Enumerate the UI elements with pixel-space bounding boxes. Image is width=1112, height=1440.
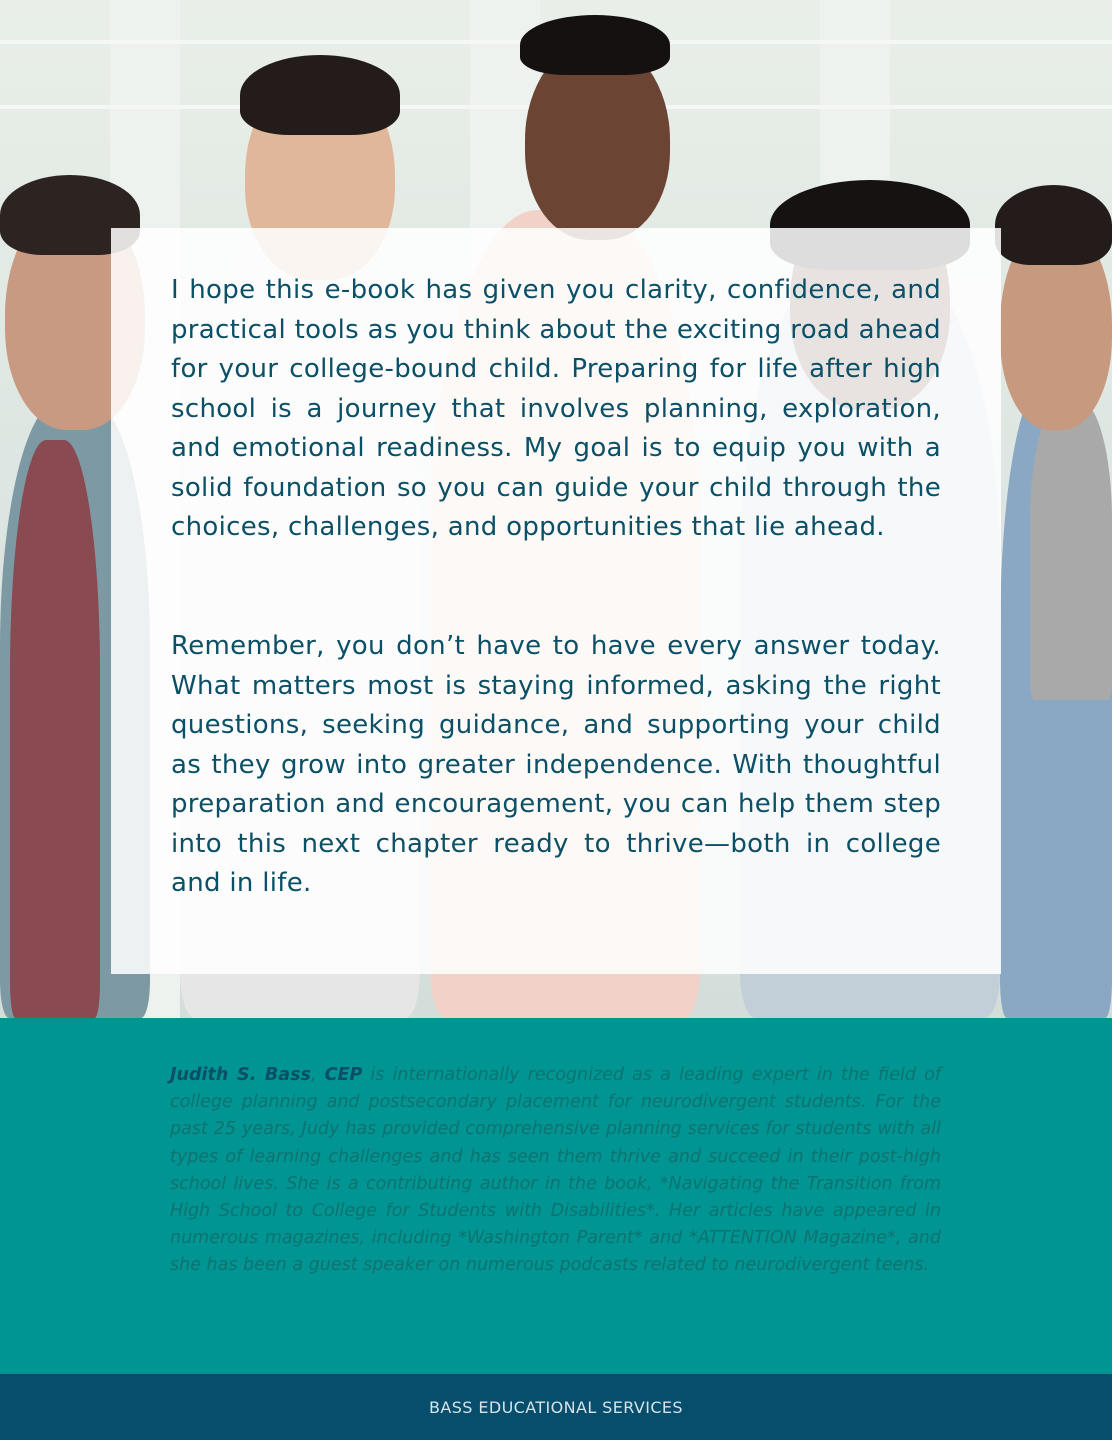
author-name-separator: , [310, 1065, 325, 1085]
author-name: Judith S. Bass [170, 1065, 311, 1085]
person-shirt [1030, 400, 1112, 700]
person-shirt [10, 440, 100, 1018]
author-bio [170, 1062, 941, 1280]
footer-bar [0, 1374, 1112, 1440]
author-bio-section [0, 1018, 1112, 1374]
person-hair [995, 185, 1112, 265]
person-hair [240, 55, 400, 135]
closing-message-panel [111, 228, 1001, 974]
footer-company-name: BASS EDUCATIONAL SERVICES [429, 1397, 683, 1417]
closing-paragraph-2: Remember, you don’t have to have every answer today. What matters most is staying informed, asking the right questions, seeking guidance, and supporting your child as they grow into greater independence. With thoughtful preparation and encouragement, you can help them step into this next chapter ready to thrive—both in college and in life. [171, 631, 941, 898]
author-credential: CEP [324, 1065, 363, 1085]
person-hair [520, 15, 670, 75]
author-bio-text: is internationally recognized as a leading expert in the field of college planning and postsecondary placement for neurodivergent students. For the past 25 years, Judy has provided comprehensive planning services for students with all types of learning challenges and has seen them thrive and succeed in their post-high school lives. She is a contributing author in the book, *Navigating the Transition from High School to College for Students with Disabilities*. Her articles have appeared in numerous magazines, including *Washington Parent* and *ATTENTION Magazine*, and she has been a guest speaker on numerous podcasts related to neurodivergent teens. [170, 1065, 941, 1276]
closing-paragraph-1: I hope this e-book has given you clarity, confidence, and practical tools as you think about the exciting road ahead for your college-bound child. Preparing for life after high school is a journey that involves planning, exploration, and emotional readiness. My goal is to equip you with a solid foundation so you can guide your child through the choices, challenges, and opportunities that lie ahead. [171, 275, 941, 542]
